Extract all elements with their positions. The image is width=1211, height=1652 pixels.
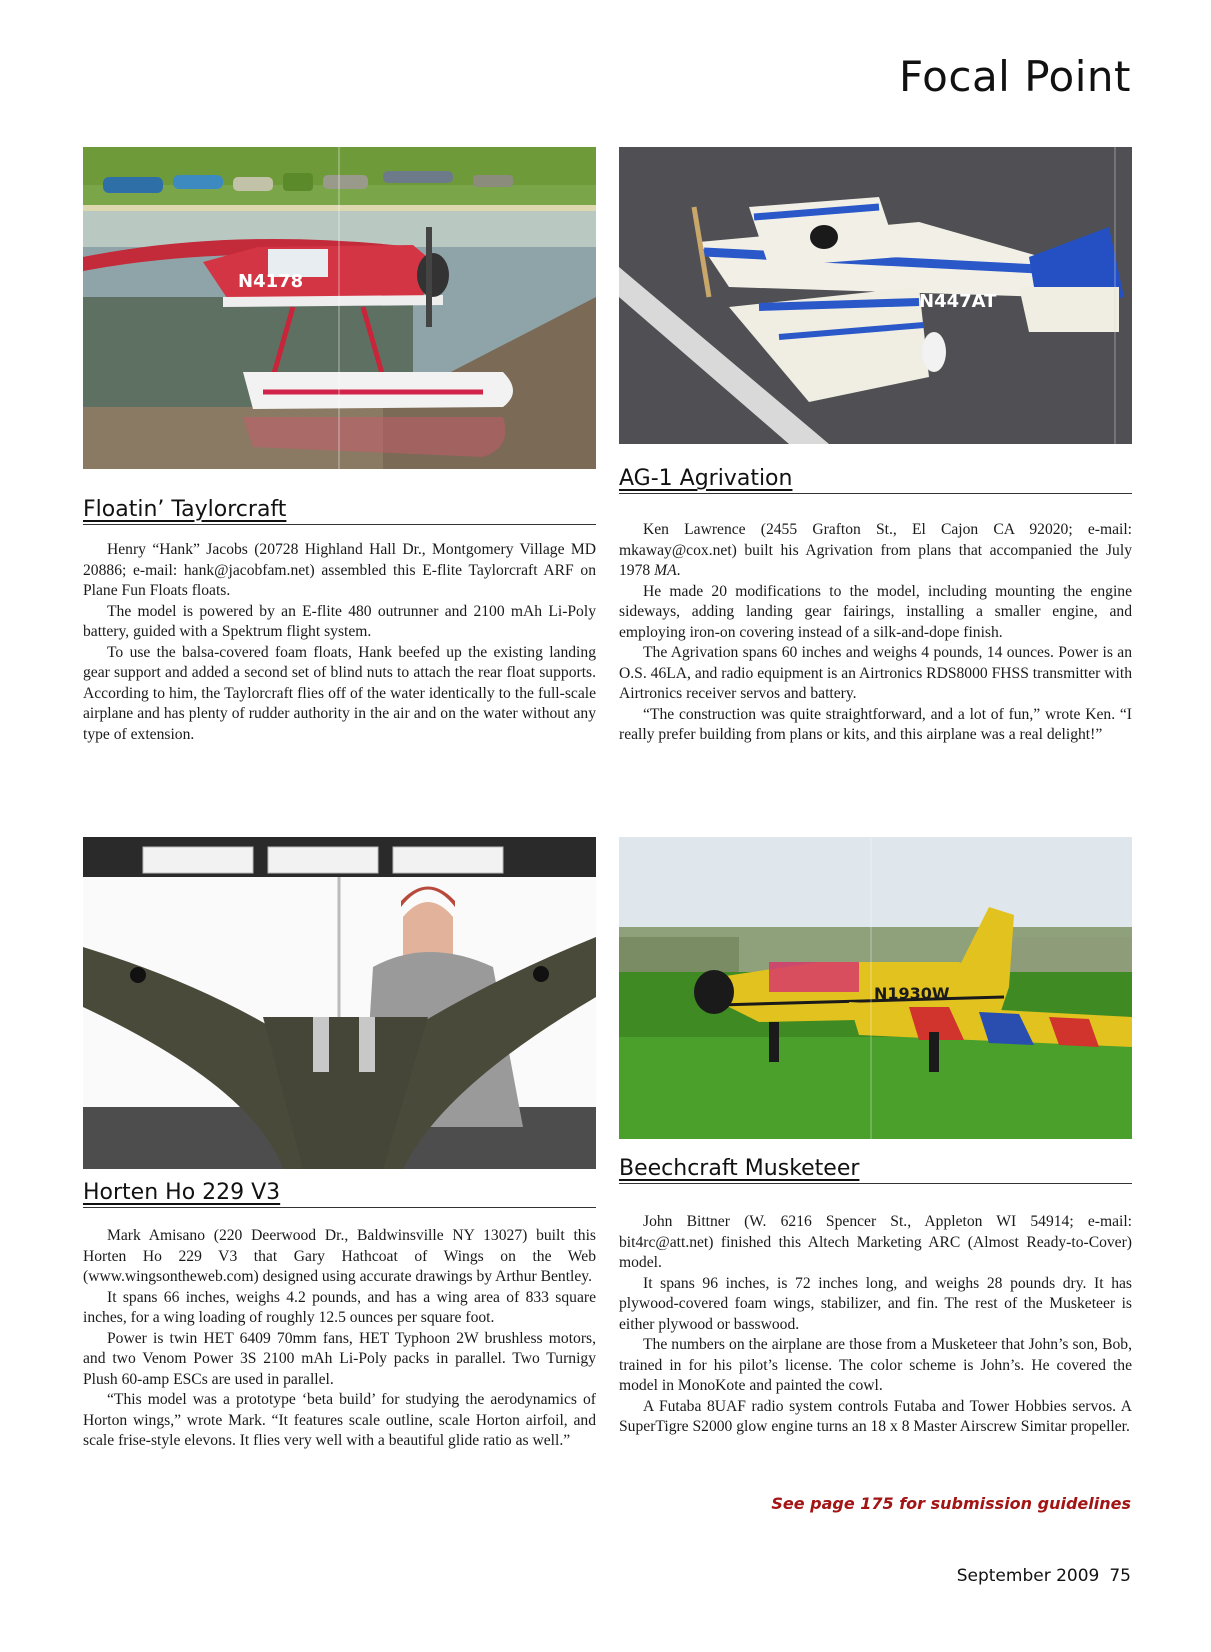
paragraph: It spans 66 inches, weighs 4.2 pounds, and has a wing area of 833 square inches, for a wing loading of roughly 12.5 ounces per square foot. bbox=[83, 1288, 596, 1326]
magazine-ref: MA bbox=[654, 562, 677, 579]
section-title: Focal Point bbox=[899, 52, 1131, 101]
article-body-taylorcraft bbox=[83, 540, 596, 745]
paragraph: A Futaba 8UAF radio system controls Futaba and Tower Hobbies servos. A SuperTigre S2000 glow engine turns an 18 x 8 Master Airscrew Simitar propeller. bbox=[619, 1397, 1132, 1435]
article-title-horten: Horten Ho 229 V3 bbox=[83, 1180, 596, 1208]
article-body-agrivation bbox=[619, 520, 1132, 746]
paragraph: He made 20 modifications to the model, including mounting the engine sideways, adding landing gear fairings, installing a smaller engine, and employing iron-on covering instead of a silk-and-dope finish. bbox=[619, 582, 1132, 641]
paragraph: The numbers on the airplane are those from a Musketeer that John’s son, Bob, trained in for his pilot’s license. The color scheme is John’s. He covered the model in MonoKote and painted the cowl. bbox=[619, 1336, 1132, 1394]
musketeer-registration: N1930W bbox=[874, 984, 950, 1003]
paragraph: It spans 96 inches, is 72 inches long, and weighs 28 pounds dry. It has plywood-covered foam wings, stabilizer, and fin. The rest of the Musketeer is either plywood or basswood. bbox=[619, 1274, 1132, 1333]
intro-suffix: . bbox=[676, 562, 681, 579]
intro-text: Ken Lawrence (2455 Grafton St., El Cajon CA 92020; e-mail: mkaway@cox.net) built his Agrivation from plans that accompanied the July 1978 bbox=[619, 521, 1132, 579]
paragraph: “This model was a prototype ‘beta build’ for studying the aerodynamics of Horton wings,” wrote Mark. “It features scale outline, scale Horton airfoil, and scale frise-style elevons. It flies very well with a beautiful glide ratio as well.” bbox=[83, 1391, 596, 1449]
article-body-musketeer bbox=[619, 1212, 1132, 1438]
article-title-taylorcraft: Floatin’ Taylorcraft bbox=[83, 497, 596, 525]
taylorcraft-registration: N4178 bbox=[238, 271, 304, 292]
paragraph: Mark Amisano (220 Deerwood Dr., Baldwinsville NY 13027) built this Horten Ho 229 V3 that Gary Hathcoat of Wings on the Web (www.wingsontheweb.com) designed using accurate drawings by Arthur Bentley. bbox=[83, 1227, 596, 1285]
paragraph: John Bittner (W. 6216 Spencer St., Appleton WI 54914; e-mail: bit4rc@att.net) finished this Altech Marketing ARC (Almost Ready-to-Cover) model. bbox=[619, 1213, 1132, 1271]
paragraph bbox=[619, 520, 1132, 582]
article-body-horten bbox=[83, 1226, 596, 1452]
paragraph: The Agrivation spans 60 inches and weighs 4 pounds, 14 ounces. Power is an O.S. 46LA, and radio equipment is an Airtronics RDS8000 FHSS transmitter with Airtronics receiver servos and battery. bbox=[619, 644, 1132, 702]
page-number: 75 bbox=[1109, 1566, 1131, 1586]
paragraph: “The construction was quite straightforward, and a lot of fun,” wrote Ken. “I really prefer building from plans or kits, and this airplane was a real delight!” bbox=[619, 705, 1132, 743]
photo-musketeer bbox=[619, 837, 1132, 1139]
paragraph: The model is powered by an E-flite 480 outrunner and 2100 mAh Li-Poly battery, guided with a Spektrum flight system. bbox=[83, 602, 596, 640]
agrivation-registration: N447AT bbox=[919, 291, 997, 312]
photo-horten bbox=[83, 837, 596, 1169]
photo-taylorcraft bbox=[83, 147, 596, 469]
photo-agrivation bbox=[619, 147, 1132, 444]
paragraph: Power is twin HET 6409 70mm fans, HET Typhoon 2W brushless motors, and two Venom Power 3S 2100 mAh Li-Poly packs in parallel. Two Turnigy Plush 60-amp ESCs are used in parallel. bbox=[83, 1329, 596, 1388]
article-title-musketeer: Beechcraft Musketeer bbox=[619, 1156, 1132, 1184]
issue-date: September 2009 bbox=[956, 1566, 1100, 1586]
paragraph: Henry “Hank” Jacobs (20728 Highland Hall Dr., Montgomery Village MD 20886; e-mail: hank@jacobfam.net) assembled this E-flite Taylorcraft ARF on Plane Fun Floats floats. bbox=[83, 541, 596, 599]
page-footer bbox=[957, 1566, 1131, 1586]
submission-guidelines-note: See page 175 for submission guidelines bbox=[771, 1494, 1131, 1513]
article-title-agrivation: AG-1 Agrivation bbox=[619, 466, 1132, 494]
paragraph: To use the balsa-covered foam floats, Hank beefed up the existing landing gear support and added a second set of blind nuts to attach the rear float supports. According to him, the Taylorcraft flies off of the water identically to the full-scale airplane and has plenty of rudder authority in the air and on the water without any type of extension. bbox=[83, 643, 596, 743]
